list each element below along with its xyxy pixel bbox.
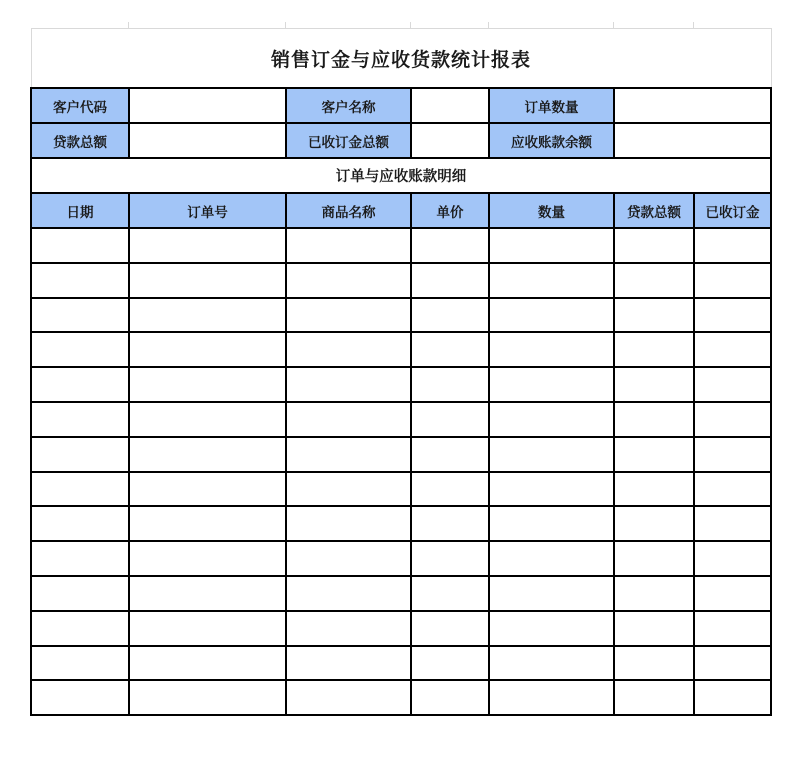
cell-product-name[interactable] <box>286 263 411 298</box>
cell-deposit-received[interactable] <box>694 402 771 437</box>
cell-quantity[interactable] <box>489 437 614 472</box>
field-customer-code-value[interactable] <box>129 88 286 123</box>
cell-order-number[interactable] <box>129 506 286 541</box>
cell-deposit-received[interactable] <box>694 680 771 715</box>
cell-date[interactable] <box>31 228 129 263</box>
cell-loan-total[interactable] <box>614 298 694 333</box>
cell-order-number[interactable] <box>129 541 286 576</box>
cell-unit-price[interactable] <box>411 263 489 298</box>
cell-loan-total[interactable] <box>614 680 694 715</box>
cell-product-name[interactable] <box>286 611 411 646</box>
cell-date[interactable] <box>31 541 129 576</box>
cell-order-number[interactable] <box>129 298 286 333</box>
cell-deposit-received[interactable] <box>694 646 771 681</box>
cell-order-number[interactable] <box>129 680 286 715</box>
cell-date[interactable] <box>31 646 129 681</box>
summary-row-1 <box>31 88 771 123</box>
cell-unit-price[interactable] <box>411 611 489 646</box>
cell-loan-total[interactable] <box>614 541 694 576</box>
table-row <box>31 437 771 472</box>
cell-unit-price[interactable] <box>411 472 489 507</box>
header-order-number: 订单号 <box>129 193 286 228</box>
field-receivable-balance-value[interactable] <box>614 123 771 158</box>
title-row <box>31 29 771 89</box>
cell-date[interactable] <box>31 367 129 402</box>
label-customer-name: 客户名称 <box>286 88 411 123</box>
cell-order-number[interactable] <box>129 367 286 402</box>
cell-quantity[interactable] <box>489 646 614 681</box>
cell-product-name[interactable] <box>286 472 411 507</box>
cell-quantity[interactable] <box>489 402 614 437</box>
cell-date[interactable] <box>31 576 129 611</box>
cell-deposit-received[interactable] <box>694 437 771 472</box>
table-row <box>31 541 771 576</box>
cell-date[interactable] <box>31 402 129 437</box>
table-row <box>31 332 771 367</box>
cell-unit-price[interactable] <box>411 680 489 715</box>
cell-loan-total[interactable] <box>614 576 694 611</box>
header-unit-price: 单价 <box>411 193 489 228</box>
cell-product-name[interactable] <box>286 367 411 402</box>
cell-date[interactable] <box>31 611 129 646</box>
cell-quantity[interactable] <box>489 611 614 646</box>
cell-deposit-received[interactable] <box>694 611 771 646</box>
table-row <box>31 228 771 263</box>
cell-order-number[interactable] <box>129 332 286 367</box>
cell-quantity[interactable] <box>489 228 614 263</box>
cell-unit-price[interactable] <box>411 506 489 541</box>
cell-deposit-received[interactable] <box>694 576 771 611</box>
cell-quantity[interactable] <box>489 263 614 298</box>
cell-loan-total[interactable] <box>614 437 694 472</box>
label-receivable-balance: 应收账款余额 <box>489 123 614 158</box>
cell-product-name[interactable] <box>286 332 411 367</box>
cell-date[interactable] <box>31 298 129 333</box>
label-order-count: 订单数量 <box>489 88 614 123</box>
cell-quantity[interactable] <box>489 472 614 507</box>
cell-product-name[interactable] <box>286 646 411 681</box>
section-title: 订单与应收账款明细 <box>31 158 771 193</box>
cell-unit-price[interactable] <box>411 541 489 576</box>
cell-date[interactable] <box>31 680 129 715</box>
field-order-count-value[interactable] <box>614 88 771 123</box>
header-loan-total: 贷款总额 <box>614 193 694 228</box>
label-loan-total: 贷款总额 <box>31 123 129 158</box>
cell-loan-total[interactable] <box>614 402 694 437</box>
cell-unit-price[interactable] <box>411 437 489 472</box>
cell-product-name[interactable] <box>286 541 411 576</box>
table-row <box>31 402 771 437</box>
table-row <box>31 298 771 333</box>
field-loan-total-value[interactable] <box>129 123 286 158</box>
cell-order-number[interactable] <box>129 402 286 437</box>
table-row <box>31 367 771 402</box>
label-deposit-received-total: 已收订金总额 <box>286 123 411 158</box>
cell-order-number[interactable] <box>129 576 286 611</box>
table-row <box>31 646 771 681</box>
cell-quantity[interactable] <box>489 506 614 541</box>
cell-order-number[interactable] <box>129 263 286 298</box>
cell-deposit-received[interactable] <box>694 332 771 367</box>
page-title: 销售订金与应收货款统计报表 <box>31 29 771 89</box>
cell-loan-total[interactable] <box>614 611 694 646</box>
cell-date[interactable] <box>31 332 129 367</box>
cell-date[interactable] <box>31 263 129 298</box>
cell-product-name[interactable] <box>286 680 411 715</box>
cell-deposit-received[interactable] <box>694 263 771 298</box>
cell-date[interactable] <box>31 437 129 472</box>
cell-order-number[interactable] <box>129 611 286 646</box>
cell-loan-total[interactable] <box>614 367 694 402</box>
table-row <box>31 263 771 298</box>
header-date: 日期 <box>31 193 129 228</box>
cell-loan-total[interactable] <box>614 646 694 681</box>
field-deposit-received-total-value[interactable] <box>411 123 489 158</box>
report-table <box>30 28 772 716</box>
cell-unit-price[interactable] <box>411 298 489 333</box>
cell-product-name[interactable] <box>286 298 411 333</box>
cell-product-name[interactable] <box>286 228 411 263</box>
cell-quantity[interactable] <box>489 576 614 611</box>
cell-product-name[interactable] <box>286 402 411 437</box>
section-row <box>31 158 771 193</box>
cell-order-number[interactable] <box>129 228 286 263</box>
header-quantity: 数量 <box>489 193 614 228</box>
table-row <box>31 472 771 507</box>
cell-unit-price[interactable] <box>411 367 489 402</box>
cell-quantity[interactable] <box>489 680 614 715</box>
cell-deposit-received[interactable] <box>694 298 771 333</box>
cell-deposit-received[interactable] <box>694 506 771 541</box>
cell-unit-price[interactable] <box>411 576 489 611</box>
cell-unit-price[interactable] <box>411 402 489 437</box>
label-customer-code: 客户代码 <box>31 88 129 123</box>
cell-loan-total[interactable] <box>614 472 694 507</box>
cell-loan-total[interactable] <box>614 228 694 263</box>
cell-loan-total[interactable] <box>614 506 694 541</box>
cell-product-name[interactable] <box>286 506 411 541</box>
cell-order-number[interactable] <box>129 646 286 681</box>
cell-quantity[interactable] <box>489 367 614 402</box>
field-customer-name-value[interactable] <box>411 88 489 123</box>
table-row <box>31 611 771 646</box>
cell-product-name[interactable] <box>286 576 411 611</box>
cell-unit-price[interactable] <box>411 228 489 263</box>
header-deposit-received: 已收订金 <box>694 193 771 228</box>
cell-quantity[interactable] <box>489 541 614 576</box>
cell-quantity[interactable] <box>489 298 614 333</box>
cell-unit-price[interactable] <box>411 332 489 367</box>
cell-product-name[interactable] <box>286 437 411 472</box>
cell-loan-total[interactable] <box>614 263 694 298</box>
cell-quantity[interactable] <box>489 332 614 367</box>
cell-date[interactable] <box>31 506 129 541</box>
cell-deposit-received[interactable] <box>694 472 771 507</box>
table-row <box>31 506 771 541</box>
cell-loan-total[interactable] <box>614 332 694 367</box>
table-row <box>31 576 771 611</box>
cell-unit-price[interactable] <box>411 646 489 681</box>
detail-header-row <box>31 193 771 228</box>
cell-deposit-received[interactable] <box>694 541 771 576</box>
table-row <box>31 680 771 715</box>
header-product-name: 商品名称 <box>286 193 411 228</box>
cell-order-number[interactable] <box>129 472 286 507</box>
cell-deposit-received[interactable] <box>694 228 771 263</box>
summary-row-2 <box>31 123 771 158</box>
cell-deposit-received[interactable] <box>694 367 771 402</box>
cell-date[interactable] <box>31 472 129 507</box>
cell-order-number[interactable] <box>129 437 286 472</box>
